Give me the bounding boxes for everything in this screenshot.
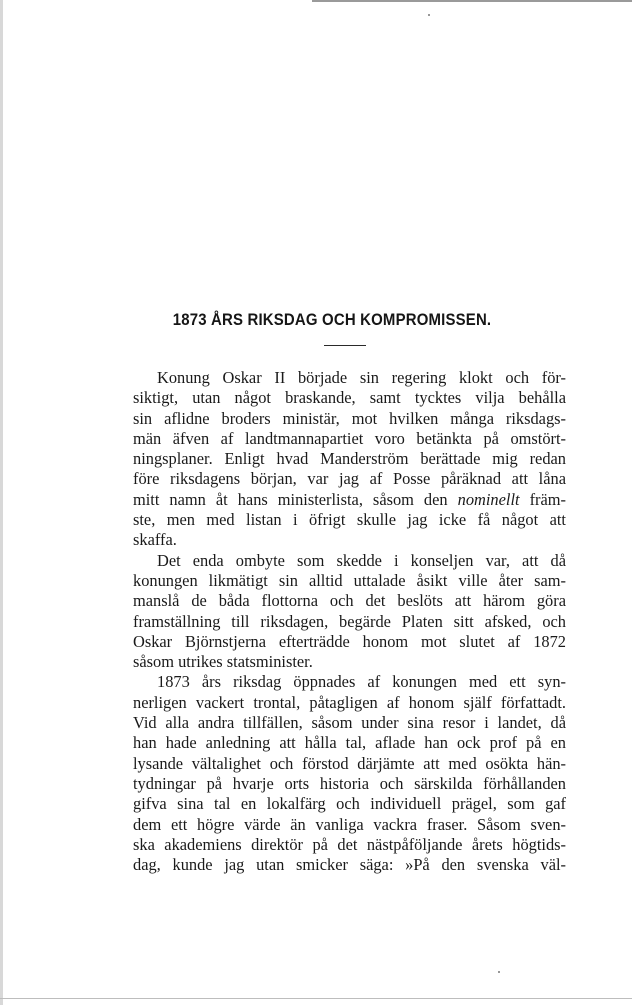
text-line: sin aflidne broders ministär, mot hvilken många riksdags- — [133, 408, 566, 428]
text-line: konungen likmätigt sin alltid uttalade åsikt ville åter sam- — [133, 570, 566, 590]
title-divider — [324, 345, 366, 346]
scan-edge-top — [312, 0, 632, 2]
text-line: manslå de båda flottorna och det beslöts att härom göra — [133, 591, 566, 611]
text-line: 1873 års riksdag öppnades af konungen med ett syn- — [157, 672, 566, 692]
text-line: framställning till riksdagen, begärde Platen sitt afsked, och — [133, 611, 566, 631]
text-line: dem ett högre värde än vanliga vackra fraser. Såsom sven- — [133, 814, 566, 834]
text-line: före riksdagens början, var jag af Posse påräknad att låna — [133, 469, 566, 489]
text-line: ska akademiens direktör på det nästpåföljande årets högtids- — [133, 834, 566, 854]
text-line: gifva sina tal en lokalfärg och individuell prägel, som gaf — [133, 794, 566, 814]
scan-edge-bottom — [0, 998, 632, 999]
text-line: såsom utrikes statsminister. — [133, 652, 313, 672]
text-line: dag, kunde jag utan smicker säga: »På den svenska väl- — [133, 855, 566, 875]
text-line: lysande vältalighet och förstod därjämte att med osökta hän- — [133, 753, 566, 773]
text-line: män äfven af landtmannapartiet voro betänkta på omstört- — [133, 428, 566, 448]
paragraph-2 — [133, 551, 566, 673]
text-line: tydningar på hvarje orts historia och särskilda förhållanden — [133, 773, 566, 793]
text-segment: mitt namn åt hans ministerlista, såsom den — [133, 489, 448, 509]
body-text — [133, 368, 566, 875]
paragraph-3 — [133, 672, 566, 875]
scan-speck — [428, 14, 430, 16]
page-title: 1873 ÅRS RIKSDAG OCH KOMPROMISSEN. — [172, 310, 492, 329]
paragraph-1 — [133, 368, 566, 551]
text-line: Det enda ombyte som skedde i konseljen var, att då — [157, 550, 566, 570]
text-line: Oskar Björnstjerna efterträdde honom mot slutet af 1872 — [133, 631, 566, 651]
text-line: nerligen vackert trontal, påtagligen af honom själf författadt. — [133, 692, 566, 712]
scan-edge-left — [0, 0, 3, 1005]
text-line: Konung Oskar II började sin regering klokt och för- — [157, 368, 566, 387]
text-line: ningsplaner. Enligt hvad Manderström berättade mig redan — [133, 449, 566, 469]
text-segment: främ- — [529, 489, 566, 509]
text-line: skaffa. — [133, 530, 177, 550]
italic-word: nominellt — [457, 489, 520, 509]
text-line: siktigt, utan något braskande, samt tycktes vilja behålla — [133, 388, 566, 408]
text-line-mixed — [133, 490, 566, 510]
text-line: Vid alla andra tillfällen, såsom under sina resor i landet, då — [133, 713, 566, 733]
text-line: ste, men med listan i öfrigt skulle jag icke få något att — [133, 510, 566, 530]
scan-speck — [498, 971, 500, 973]
text-line: han hade anledning att hålla tal, aflade han ock prof på en — [133, 733, 566, 753]
